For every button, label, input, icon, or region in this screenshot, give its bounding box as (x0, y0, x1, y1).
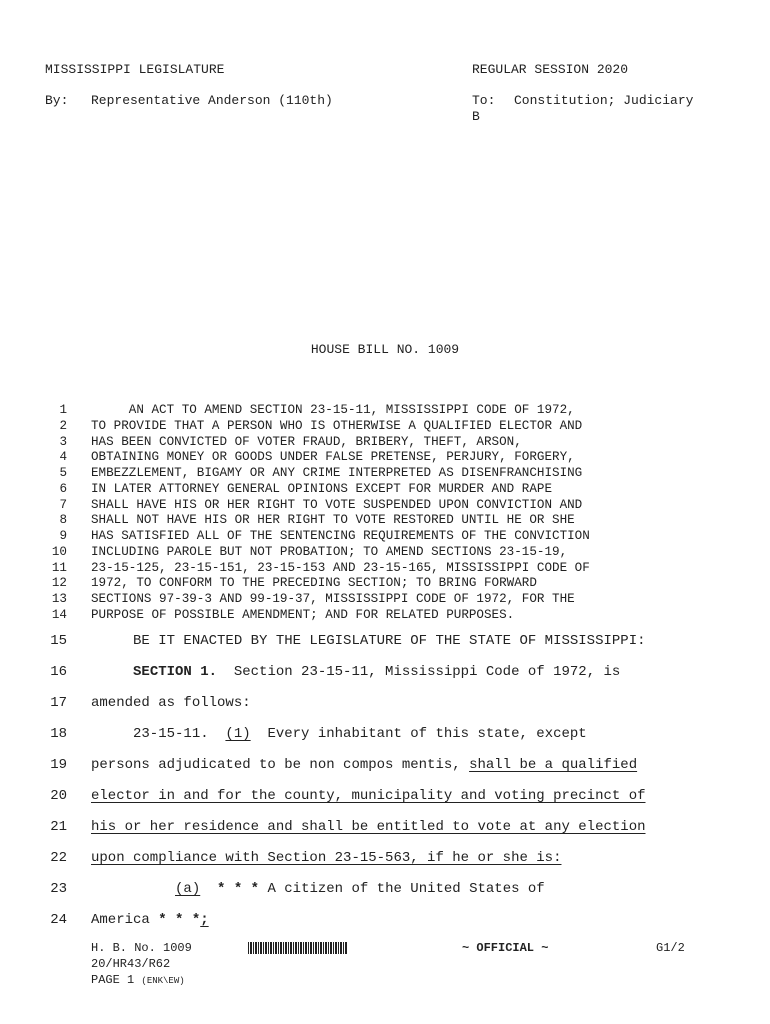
session-label: REGULAR SESSION 2020 (472, 62, 629, 77)
title-text: SECTIONS 97-39-3 AND 99-19-37, MISSISSIPPI CODE OF 1972, FOR THE (91, 592, 575, 606)
line-number: 24 (50, 912, 67, 928)
line-number: 14 (51, 607, 67, 622)
section-label: SECTION 1. (133, 664, 218, 680)
line-number: 3 (59, 434, 67, 449)
line-number: 11 (51, 560, 67, 575)
inserted-text: shall be a qualified (469, 757, 638, 773)
line-number: 21 (50, 819, 67, 835)
footer-bill-number: H. B. No. 1009 (91, 941, 192, 955)
sponsor-name: Representative Anderson (110th) (91, 93, 333, 108)
line-number: 2 (59, 418, 67, 433)
committee-referral: Constitution; Judiciary (514, 93, 694, 108)
line-number: 19 (50, 757, 67, 773)
body-text: 23-15-11. (1) Every inhabitant of this state, except (91, 726, 587, 742)
title-text: 1972, TO CONFORM TO THE PRECEDING SECTION; TO BRING FORWARD (91, 576, 537, 591)
inserted-text: ; (200, 912, 209, 928)
line-number: 17 (50, 695, 67, 711)
enacting-clause: BE IT ENACTED BY THE LEGISLATURE OF THE STATE OF MISSISSIPPI: (91, 633, 646, 649)
line-number: 9 (59, 529, 67, 543)
title-text: INCLUDING PAROLE BUT NOT PROBATION; TO AMEND SECTIONS 23-15-19, (91, 544, 568, 559)
deleted-marker: * * * (158, 912, 201, 928)
legislature-name: MISSISSIPPI LEGISLATURE (45, 62, 225, 77)
body-text: (a) * * * A citizen of the United States of (175, 881, 545, 897)
line-number: 18 (50, 726, 67, 742)
inserted-text: his or her residence and shall be entitled to vote at any election (91, 819, 646, 835)
line-number: 10 (51, 544, 67, 559)
line-number: 7 (59, 497, 67, 512)
inserted-text: upon compliance with Section 23-15-563, if he or she is: (91, 850, 562, 866)
title-text: HAS BEEN CONVICTED OF VOTER FRAUD, BRIBERY, THEFT, ARSON, (91, 434, 522, 449)
page-code: G1/2 (656, 941, 685, 955)
line-number: 15 (50, 633, 67, 649)
line-number: 16 (50, 664, 67, 680)
official-label: ~ OFFICIAL ~ (462, 941, 549, 955)
title-text: TO PROVIDE THAT A PERSON WHO IS OTHERWISE A QUALIFIED ELECTOR AND (91, 418, 583, 433)
line-number: 23 (50, 881, 67, 897)
drafter-initials: (ENK\EW) (141, 976, 185, 986)
line-number: 5 (59, 466, 67, 480)
inserted-text: (a) (175, 881, 201, 897)
line-number: 20 (50, 788, 67, 804)
title-text: AN ACT TO AMEND SECTION 23-15-11, MISSISSIPPI CODE OF 1972, (91, 403, 575, 417)
deleted-marker: * * * (217, 881, 260, 897)
title-text: OBTAINING MONEY OR GOODS UNDER FALSE PRETENSE, PERJURY, FORGERY, (91, 450, 575, 465)
footer-doc-code: 20/HR43/R62 (91, 957, 171, 971)
section-heading: SECTION 1. Section 23-15-11, Mississippi Code of 1972, is (133, 664, 621, 680)
line-number: 22 (50, 850, 67, 866)
body-text: America * * *; (91, 912, 209, 928)
to-label: To: (472, 93, 496, 108)
line-number: 4 (59, 450, 67, 465)
line-number: 12 (51, 576, 67, 591)
title-text: IN LATER ATTORNEY GENERAL OPINIONS EXCEPT FOR MURDER AND RAPE (91, 481, 553, 496)
page-number: PAGE 1 (91, 973, 135, 987)
footer-page (91, 973, 185, 987)
body-text: persons adjudicated to be non compos mentis, shall be a qualified (91, 757, 638, 773)
inserted-text: (1) (225, 726, 251, 742)
line-number: 8 (59, 513, 67, 528)
committee-referral-cont: B (472, 109, 480, 124)
by-label: By: (45, 93, 69, 108)
body-text: amended as follows: (91, 695, 251, 711)
line-number: 1 (59, 403, 67, 417)
title-text: EMBEZZLEMENT, BIGAMY OR ANY CRIME INTERPRETED AS DISENFRANCHISING (91, 466, 583, 480)
inserted-text: elector in and for the county, municipality and voting precinct of (91, 788, 646, 804)
title-text: SHALL NOT HAVE HIS OR HER RIGHT TO VOTE RESTORED UNTIL HE OR SHE (91, 513, 575, 528)
title-text: 23-15-125, 23-15-151, 23-15-153 AND 23-15-165, MISSISSIPPI CODE OF (91, 560, 590, 575)
barcode-icon (248, 942, 348, 954)
line-number: 13 (51, 592, 67, 606)
bill-title: HOUSE BILL NO. 1009 (310, 342, 460, 357)
line-number: 6 (59, 481, 67, 496)
title-text: PURPOSE OF POSSIBLE AMENDMENT; AND FOR RELATED PURPOSES. (91, 607, 515, 622)
title-text: SHALL HAVE HIS OR HER RIGHT TO VOTE SUSPENDED UPON CONVICTION AND (91, 497, 583, 512)
title-text: HAS SATISFIED ALL OF THE SENTENCING REQUIREMENTS OF THE CONVICTION (91, 529, 590, 543)
